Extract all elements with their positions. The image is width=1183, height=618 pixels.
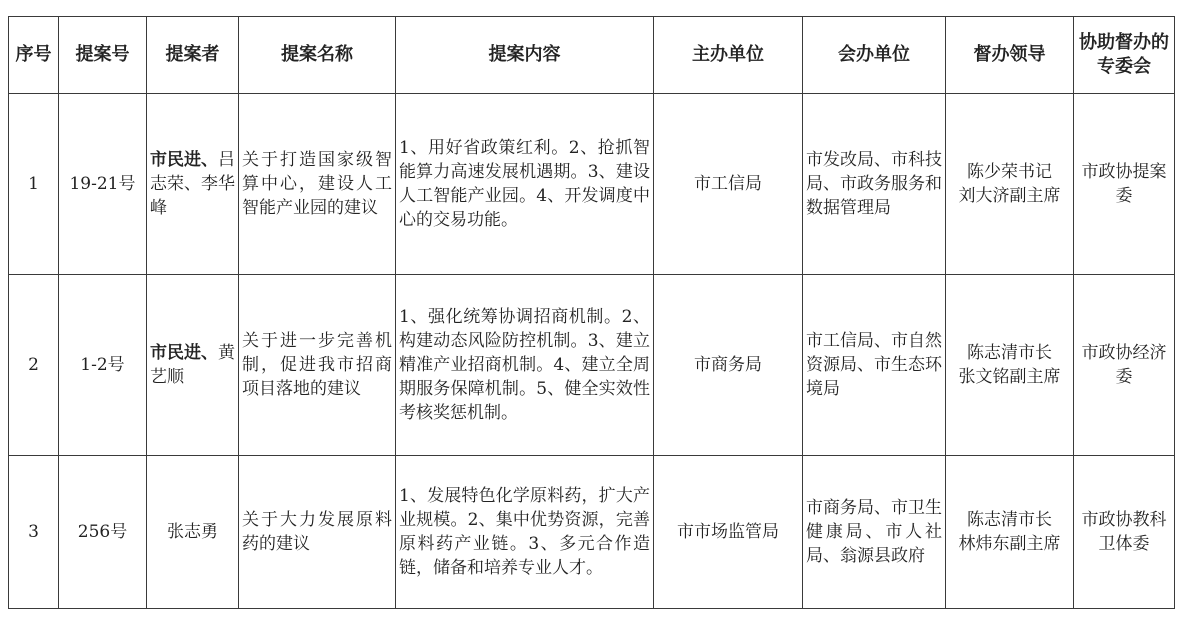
cell-leaders (946, 456, 1074, 609)
cell-name: 关于进一步完善机制，促进我市招商项目落地的建议 (239, 275, 396, 456)
proposer-people: 张志勇 (167, 522, 218, 542)
cell-lead-unit: 市市场监管局 (654, 456, 803, 609)
header-row (9, 17, 1175, 94)
header-number: 提案号 (59, 17, 147, 94)
table-row (9, 275, 1175, 456)
cell-seq: 2 (9, 275, 59, 456)
cell-committee: 市政协教科卫体委 (1074, 456, 1175, 609)
cell-content: 1、发展特色化学原料药，扩大产业规模。2、集中优势资源，完善原料药产业链。3、多元合作造链，储备和培养专业人才。 (396, 456, 654, 609)
cell-content: 1、用好省政策红利。2、抢抓智能算力高速发展机遇期。3、建设人工智能产业园。4、开发调度中心的交易功能。 (396, 94, 654, 275)
table-row (9, 456, 1175, 609)
leader-1: 陈少荣书记 (967, 162, 1052, 182)
cell-proposer (147, 275, 239, 456)
cell-seq: 1 (9, 94, 59, 275)
cell-leaders (946, 275, 1074, 456)
header-leaders: 督办领导 (946, 17, 1074, 94)
proposer-people: 黄艺顺 (150, 343, 235, 387)
proposer-org: 市民进、 (150, 343, 218, 363)
cell-number: 19-21号 (59, 94, 147, 275)
leader-1: 陈志清市长 (967, 343, 1052, 363)
cell-assist-units: 市商务局、市卫生健康局、市人社局、翁源县政府 (803, 456, 946, 609)
cell-number: 1-2号 (59, 275, 147, 456)
leader-2: 张文铭副主席 (958, 367, 1061, 387)
header-lead-unit: 主办单位 (654, 17, 803, 94)
cell-number: 256号 (59, 456, 147, 609)
leader-2: 刘大济副主席 (958, 186, 1061, 206)
proposal-table (8, 16, 1175, 609)
cell-name: 关于打造国家级智算中心，建设人工智能产业园的建议 (239, 94, 396, 275)
cell-leaders (946, 94, 1074, 275)
header-content: 提案内容 (396, 17, 654, 94)
cell-seq: 3 (9, 456, 59, 609)
header-proposer: 提案者 (147, 17, 239, 94)
cell-name: 关于大力发展原料药的建议 (239, 456, 396, 609)
cell-assist-units: 市发改局、市科技局、市政务服务和数据管理局 (803, 94, 946, 275)
leader-2: 林炜东副主席 (958, 534, 1061, 554)
cell-lead-unit: 市工信局 (654, 94, 803, 275)
cell-proposer (147, 94, 239, 275)
table-row (9, 94, 1175, 275)
cell-lead-unit: 市商务局 (654, 275, 803, 456)
cell-proposer (147, 456, 239, 609)
cell-assist-units: 市工信局、市自然资源局、市生态环境局 (803, 275, 946, 456)
header-assist-units: 会办单位 (803, 17, 946, 94)
proposer-org: 市民进、 (150, 150, 218, 170)
proposer-people: 吕志荣、李华峰 (150, 150, 235, 218)
cell-committee: 市政协提案委 (1074, 94, 1175, 275)
header-committee: 协助督办的专委会 (1074, 17, 1175, 94)
header-seq: 序号 (9, 17, 59, 94)
cell-content: 1、强化统筹协调招商机制。2、构建动态风险防控机制。3、建立精准产业招商机制。4、建立全周期服务保障机制。5、健全实效性考核奖惩机制。 (396, 275, 654, 456)
header-name: 提案名称 (239, 17, 396, 94)
leader-1: 陈志清市长 (967, 510, 1052, 530)
cell-committee: 市政协经济委 (1074, 275, 1175, 456)
